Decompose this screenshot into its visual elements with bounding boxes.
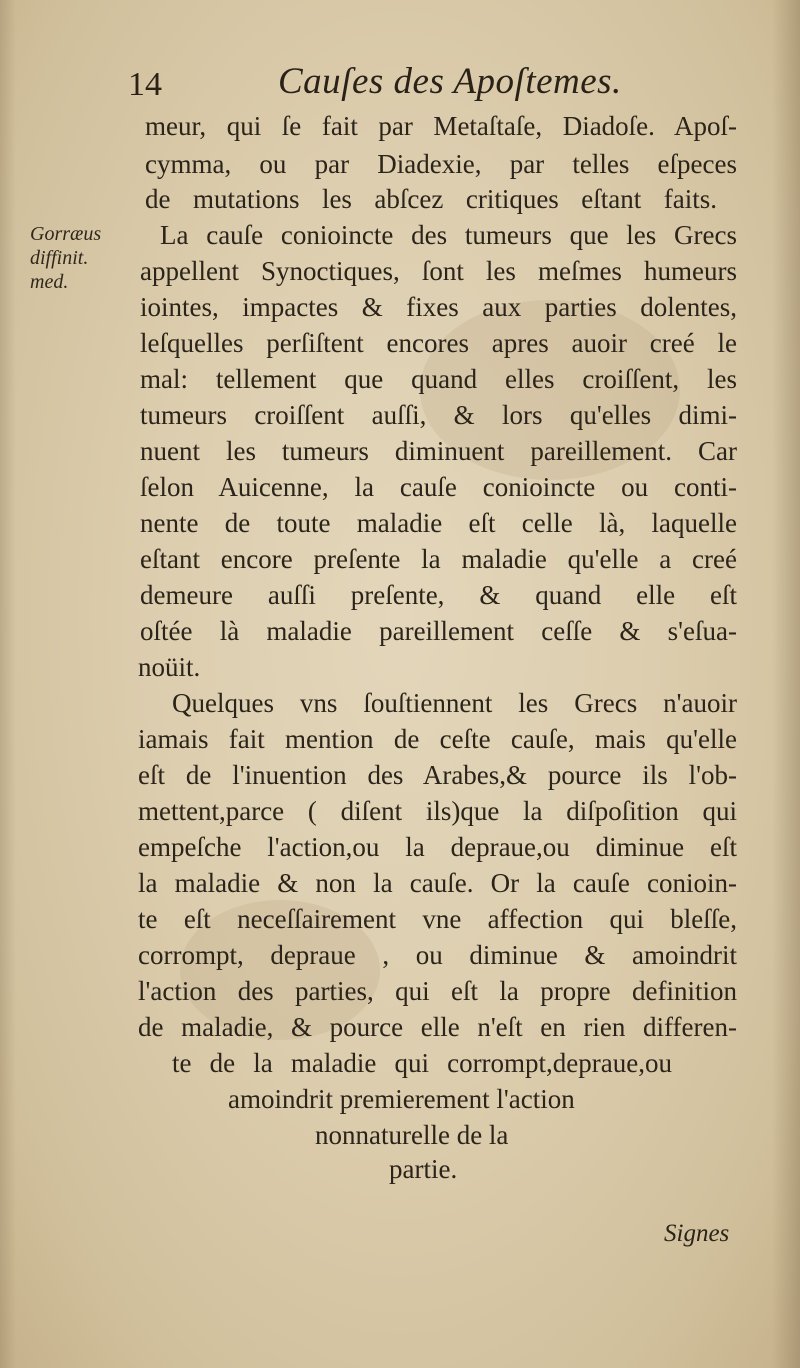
margin-note-line: diffinit. [30, 247, 89, 269]
text-line: oſtée là maladie pareillement ceſſe & s'eſua- [140, 616, 737, 646]
text-line: iointes, impactes & fixes aux parties dolentes, [140, 292, 737, 322]
text-line: appellent Synoctiques, ſont les meſmes humeurs [140, 256, 737, 286]
text-line: cymma, ou par Diadexie, par telles eſpeces [145, 149, 737, 179]
text-line: de maladie, & pource elle n'eſt en rien differen- [138, 1012, 737, 1042]
text-line: leſquelles perſiſtent encores apres auoir creé le [140, 328, 737, 358]
running-title: Cauſes des Apoſtemes. [278, 61, 622, 102]
text-line: partie. [389, 1154, 458, 1184]
text-line: nente de toute maladie eſt celle là, laquelle [140, 508, 737, 538]
text-line: te eſt neceſſairement vne affection qui bleſſe, [138, 904, 737, 934]
text-line: te de la maladie qui corrompt,depraue,ou [172, 1048, 672, 1078]
text-line: mal: tellement que quand elles croiſſent, les [140, 364, 737, 394]
margin-note-line: Gorræus [30, 223, 102, 245]
text-line: nonnaturelle de la [315, 1120, 509, 1150]
text-line: Quelques vns ſouſtiennent les Grecs n'auoir [172, 688, 737, 718]
text-line: nuent les tumeurs diminuent pareillement. Car [140, 436, 737, 466]
text-line: La cauſe conioincte des tumeurs que les Grecs [160, 220, 737, 250]
text-line: noüit. [138, 652, 201, 682]
text-line: de mutations les abſcez critiques eſtant faits. [145, 184, 717, 214]
text-line: eſtant encore preſente la maladie qu'elle a creé [140, 544, 737, 574]
text-line: mettent,parce ( diſent ils)que la diſpoſition qui [138, 796, 737, 826]
text-line: ſelon Auicenne, la cauſe conioincte ou conti- [140, 472, 737, 502]
margin-note-line: med. [30, 271, 69, 293]
text-line: l'action des parties, qui eſt la propre definition [138, 976, 737, 1006]
text-line: empeſche l'action,ou la depraue,ou diminue eſt [138, 832, 737, 862]
page-number: 14 [128, 66, 162, 103]
text-line: demeure auſſi preſente, & quand elle eſt [140, 580, 737, 610]
text-line: iamais fait mention de ceſte cauſe, mais qu'elle [138, 724, 737, 754]
text-line: eſt de l'inuention des Arabes,& pource ils l'ob- [138, 760, 737, 790]
text-line: tumeurs croiſſent auſſi, & lors qu'elles dimi- [140, 400, 737, 430]
text-line: la maladie & non la cauſe. Or la cauſe conioin- [138, 868, 737, 898]
text-line: amoindrit premierement l'action [228, 1084, 575, 1114]
catchword: Signes [664, 1220, 730, 1247]
text-line: corrompt, depraue , ou diminue & amoindrit [138, 940, 737, 970]
text-line: meur, qui ſe fait par Metaſtaſe, Diadoſe. Apoſ- [145, 111, 737, 141]
